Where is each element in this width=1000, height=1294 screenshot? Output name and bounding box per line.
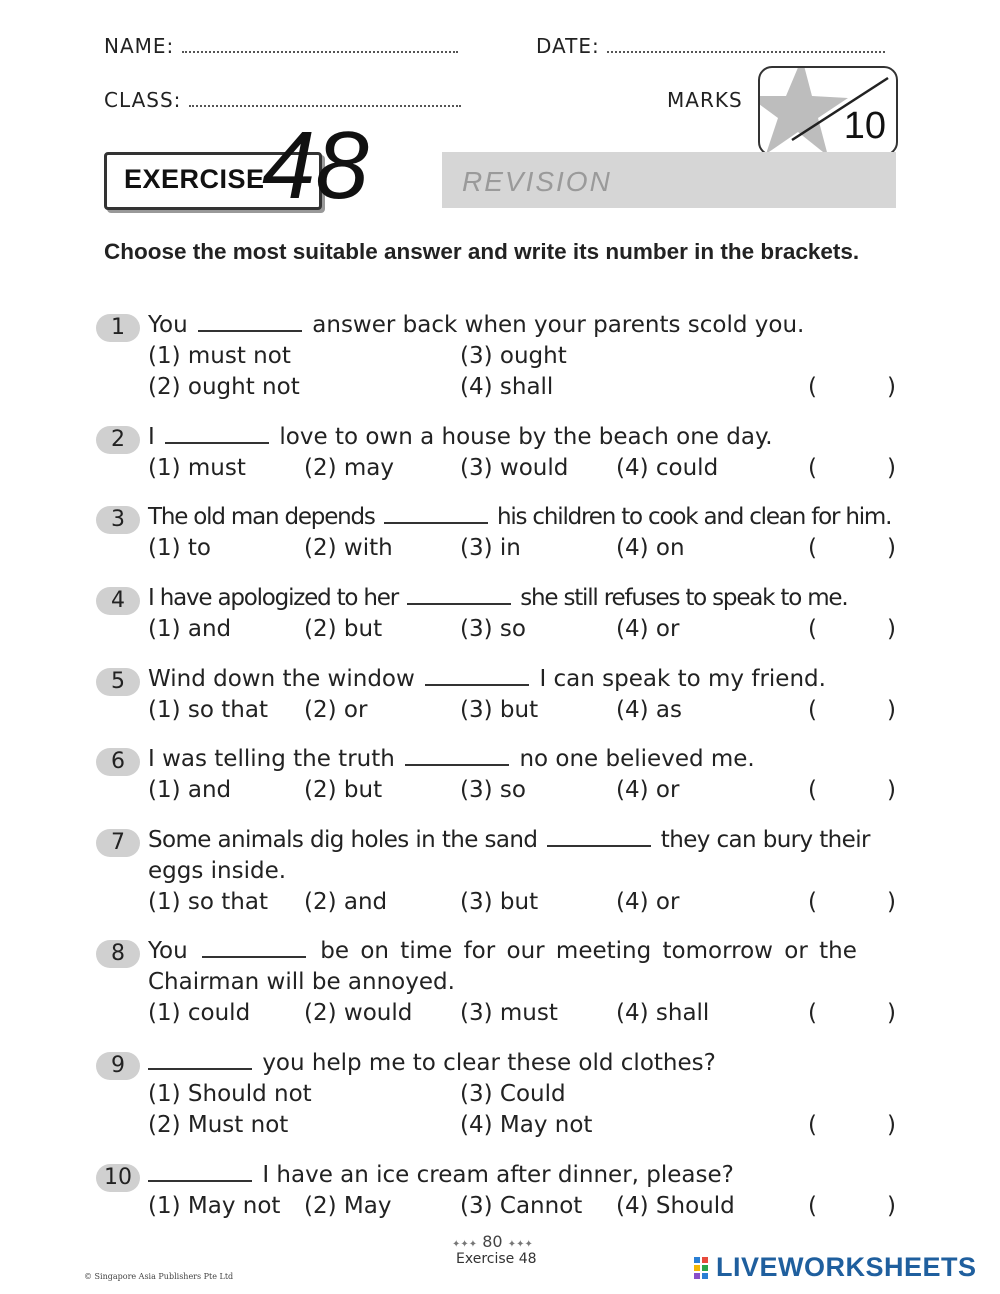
page-number: ✦✦✦ 80 ✦✦✦ — [452, 1232, 533, 1251]
class-label: CLASS: — [104, 88, 182, 112]
option-1: (1) and — [148, 777, 232, 803]
question-number: 8 — [96, 940, 140, 968]
ornament-right-icon: ✦✦✦ — [507, 1239, 533, 1250]
option-3: (3) must — [460, 1000, 558, 1026]
answer-bracket[interactable]: ( ) — [808, 374, 896, 400]
option-4: (4) could — [616, 455, 719, 481]
question-number: 4 — [96, 587, 140, 615]
name-label: NAME: — [104, 34, 175, 58]
option-4: (4) Should — [616, 1193, 735, 1219]
answer-bracket[interactable]: ( ) — [808, 455, 896, 481]
option-4: (4) or — [616, 616, 680, 642]
option-4: (4) or — [616, 889, 680, 915]
question-text: Wind down the window I can speak to my friend. — [148, 666, 826, 692]
footer-exercise-label: Exercise 48 — [456, 1251, 537, 1267]
exercise-number: 48 — [262, 112, 369, 219]
option-4: (4) on — [616, 535, 685, 561]
question-text: You be on time for our meeting tomorrow or the — [148, 938, 857, 964]
name-field — [104, 34, 458, 58]
section-title: REVISION — [462, 166, 612, 197]
answer-bracket[interactable]: ( ) — [808, 1112, 896, 1138]
answer-blank[interactable] — [165, 426, 269, 444]
answer-blank[interactable] — [384, 506, 488, 524]
liveworksheets-logo[interactable] — [694, 1252, 977, 1283]
option-1: (1) to — [148, 535, 211, 561]
option-3: (3) so — [460, 777, 526, 803]
option-3: (3) would — [460, 455, 569, 481]
option-1: (1) so that — [148, 889, 268, 915]
question-number: 5 — [96, 668, 140, 696]
answer-bracket[interactable]: ( ) — [808, 777, 896, 803]
logo-grid-icon — [694, 1257, 716, 1279]
question-text: I love to own a house by the beach one day. — [148, 424, 773, 450]
option-2: (2) but — [304, 616, 383, 642]
option-4: (4) as — [616, 697, 682, 723]
answer-blank[interactable] — [547, 829, 651, 847]
option-3: (3) so — [460, 616, 526, 642]
option-1: (1) and — [148, 616, 232, 642]
date-blank[interactable] — [607, 51, 885, 53]
question-number: 1 — [96, 314, 140, 342]
class-field — [104, 88, 461, 112]
answer-blank[interactable] — [148, 1052, 252, 1070]
name-blank[interactable] — [182, 51, 458, 53]
option-2: (2) and — [304, 889, 388, 915]
option-4: (4) shall — [616, 1000, 710, 1026]
class-blank[interactable] — [189, 105, 461, 107]
date-label: DATE: — [536, 34, 600, 58]
option-2: (2) ought not — [148, 374, 300, 400]
question-text: Some animals dig holes in the sand they can bury their — [148, 827, 870, 853]
answer-blank[interactable] — [425, 668, 529, 686]
answer-bracket[interactable]: ( ) — [808, 1193, 896, 1219]
option-4: (4) May not — [460, 1112, 593, 1138]
answer-bracket[interactable]: ( ) — [808, 697, 896, 723]
option-2: (2) would — [304, 1000, 413, 1026]
question-text: I have apologized to her she still refuses to speak to me. — [148, 585, 848, 611]
copyright: © Singapore Asia Publishers Pte Ltd — [84, 1272, 234, 1281]
option-4: (4) shall — [460, 374, 554, 400]
question-number: 7 — [96, 829, 140, 857]
logo-text: LIVEWORKSHEETS — [716, 1252, 977, 1282]
question-text: The old man depends his children to cook and clean for him. — [148, 504, 892, 530]
option-2: (2) with — [304, 535, 393, 561]
answer-bracket[interactable]: ( ) — [808, 889, 896, 915]
answer-bracket[interactable]: ( ) — [808, 535, 896, 561]
answer-blank[interactable] — [407, 587, 511, 605]
option-1: (1) must — [148, 455, 246, 481]
marks-box[interactable] — [758, 66, 898, 156]
option-3: (3) but — [460, 697, 539, 723]
option-4: (4) or — [616, 777, 680, 803]
question-number: 3 — [96, 506, 140, 534]
answer-blank[interactable] — [202, 940, 306, 958]
marks-total: 10 — [843, 105, 886, 147]
question-number: 10 — [96, 1164, 140, 1192]
instruction-text: Choose the most suitable answer and write its number in the brackets. — [104, 239, 860, 264]
answer-bracket[interactable]: ( ) — [808, 616, 896, 642]
question-text: you help me to clear these old clothes? — [148, 1050, 716, 1076]
option-3: (3) Could — [460, 1081, 566, 1107]
option-2: (2) May — [304, 1193, 392, 1219]
question-number: 2 — [96, 426, 140, 454]
question-number: 6 — [96, 748, 140, 776]
question-text-continued: eggs inside. — [148, 858, 287, 884]
option-3: (3) but — [460, 889, 539, 915]
ornament-left-icon: ✦✦✦ — [452, 1239, 478, 1250]
answer-blank[interactable] — [198, 314, 302, 332]
date-field — [536, 34, 885, 58]
marks-label: MARKS — [667, 88, 743, 112]
option-2: (2) Must not — [148, 1112, 289, 1138]
option-3: (3) in — [460, 535, 521, 561]
option-1: (1) May not — [148, 1193, 281, 1219]
question-text: I was telling the truth no one believed me. — [148, 746, 755, 772]
exercise-label: EXERCISE — [124, 164, 265, 194]
option-1: (1) could — [148, 1000, 251, 1026]
question-text: I have an ice cream after dinner, please? — [148, 1162, 734, 1188]
option-1: (1) so that — [148, 697, 268, 723]
question-text: You answer back when your parents scold you. — [148, 312, 805, 338]
question-text-continued: Chairman will be annoyed. — [148, 969, 455, 995]
option-1: (1) must not — [148, 343, 291, 369]
answer-blank[interactable] — [405, 748, 509, 766]
answer-blank[interactable] — [148, 1164, 252, 1182]
option-2: (2) or — [304, 697, 368, 723]
option-3: (3) Cannot — [460, 1193, 583, 1219]
option-2: (2) but — [304, 777, 383, 803]
question-number: 9 — [96, 1052, 140, 1080]
answer-bracket[interactable]: ( ) — [808, 1000, 896, 1026]
option-3: (3) ought — [460, 343, 567, 369]
option-1: (1) Should not — [148, 1081, 312, 1107]
option-2: (2) may — [304, 455, 395, 481]
